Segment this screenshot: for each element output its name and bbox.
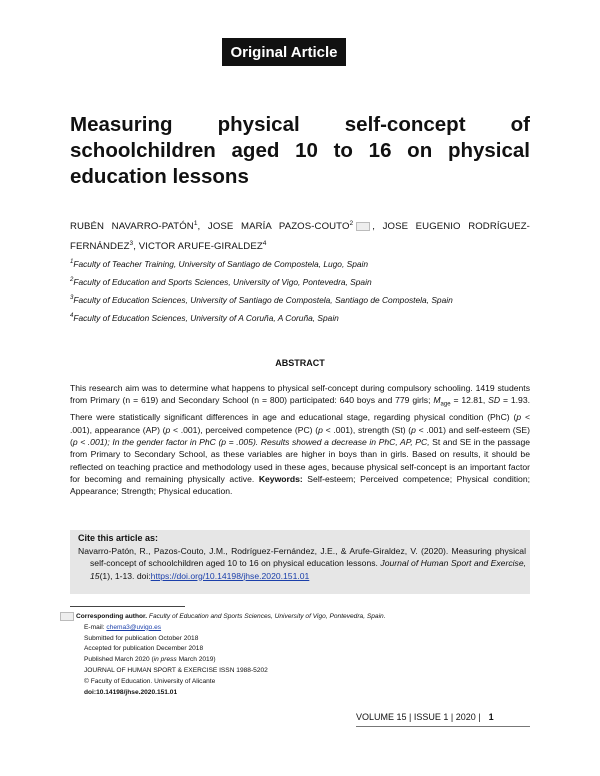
affiliation-item: [70, 272, 540, 290]
author-3: , JOSE EUGENIO RODRÍGUEZ-FERNÁNDEZ: [70, 221, 530, 253]
correspondence-block: [76, 612, 530, 698]
page-number: 1: [488, 712, 494, 722]
affiliation-item: [70, 290, 540, 308]
abstract-text: p: [411, 424, 416, 435]
author-1: RUBÉN NAVARRO-PATÓN: [70, 221, 194, 233]
doi-link[interactable]: https://doi.org/10.14198/jhse.2020.151.01: [150, 570, 310, 581]
page-footer: [356, 712, 494, 722]
envelope-icon[interactable]: [356, 222, 370, 231]
journal-issn-line: JOURNAL OF HUMAN SPORT & EXERCISE ISSN 1988-5202: [84, 666, 268, 674]
affiliation-list: [70, 254, 540, 326]
abstract-text: St and SE in the passage from Primary to Secondary School, as these variables are higher in boys than in girls. Based on results, it should be reflected on teaching practice and methodology used in these ages, because physical self-concept is an important factor for becoming and remaining physically active.: [70, 436, 531, 484]
copyright-line: © Faculty of Education. University of Alicante: [84, 677, 216, 685]
author-2: , JOSE MARÍA PAZOS-COUTO: [197, 221, 350, 233]
citation-box: [70, 530, 530, 594]
keywords-text: Self-esteem; Perceived competence; Physical condition; Appearance; Strength; Physical education.: [70, 473, 530, 497]
abstract-text: age: [440, 402, 451, 409]
citation-body: (1), 1-13. doi:: [99, 570, 151, 581]
abstract-text: p: [318, 424, 323, 435]
doi-line: doi:10.14198/jhse.2020.151.01: [84, 688, 178, 696]
abstract-text: This research aim was to determine what happens to physical self-concept during compulsory schooling. 1419 students from Primary (n = 619) and Secondary School (n = 800) participated: 640 boys and 779 girls;: [70, 383, 530, 406]
affiliation-sup: 4: [70, 313, 74, 320]
affiliation-text: Faculty of Education Sciences, University of A Coruña, A Coruña, Spain: [73, 313, 339, 324]
keywords-label: Keywords:: [258, 473, 303, 484]
citation-text: [78, 545, 526, 582]
affiliation-sup: 2: [70, 277, 74, 284]
abstract-text: < .001), perceived competence (PC) (: [170, 424, 319, 435]
published-text: in press: [153, 656, 177, 664]
affiliation-item: [70, 254, 540, 272]
author-1-sup: 1: [193, 220, 198, 227]
correspondence-label: Corresponding author.: [76, 613, 148, 620]
affiliation-sup: 1: [70, 259, 74, 265]
citation-body: Navarro-Patón, R., Pazos-Couto, J.M., Rodríguez-Fernández, J.E., & Arufe-Giraldez, V. (2020). Measuring physical self-concept of schoolchildren aged 10 to 16 on physical education lessons.: [78, 546, 526, 569]
affiliation-text: Faculty of Education Sciences, University of Santiago de Compostela, Santiago de Compostela, Spain: [73, 294, 453, 305]
submitted-line: Submitted for publication October 2018: [84, 634, 199, 642]
email-label: E-mail:: [84, 623, 107, 631]
author-3-sup: 3: [129, 240, 134, 248]
published-line: [76, 655, 530, 666]
correspondence-affiliation: Faculty of Education and Sports Sciences, University of Vigo, Pontevedra, Spain.: [147, 613, 386, 620]
abstract-text: SD: [488, 395, 501, 406]
affiliation-text: Faculty of Education and Sports Sciences, University of Vigo, Pontevedra, Spain: [73, 276, 372, 287]
affiliation-sup: 3: [70, 295, 74, 302]
envelope-icon: [60, 612, 74, 621]
author-4-sup: 4: [262, 240, 267, 248]
published-text: Published March 2020 (: [84, 656, 154, 664]
abstract-text: p: [165, 424, 171, 435]
footnote-divider: [70, 606, 185, 607]
abstract-text: M: [433, 395, 441, 406]
abstract-text: < .001); In the gender factor in PhC (p = .005). Results showed a decrease in PhC, AP, PC,: [77, 436, 430, 447]
abstract-text: p: [72, 436, 78, 447]
affiliation-item: [70, 308, 540, 326]
abstract-text: = 1.93. There were statistically significant differences in age and educational stage, regarding physical condition (PhC) (: [70, 395, 530, 423]
published-text: March 2019): [176, 656, 216, 664]
abstract-text: = 12.81,: [450, 395, 489, 406]
author-4: , VICTOR ARUFE-GIRALDEZ: [133, 241, 263, 253]
affiliation-text: Faculty of Teacher Training, University of Santiago de Compostela, Lugo, Spain: [73, 258, 369, 269]
abstract-text: < .001) and self-esteem (SE) (: [70, 424, 530, 447]
citation-label: Cite this article as:: [78, 533, 159, 543]
abstract-text: < .001), appearance (AP) (: [70, 412, 530, 435]
footer-rule: [356, 726, 530, 727]
email-line: [76, 623, 530, 634]
correspondence-line: [76, 612, 530, 623]
article-type-badge: Original Article: [222, 38, 346, 66]
author-2-sup: 2: [349, 220, 354, 227]
email-link[interactable]: chema3@uvigo.es: [106, 623, 162, 631]
abstract-text: < .001), strength (St) (: [322, 424, 412, 435]
article-title: Measuring physical self-concept of schoolchildren aged 10 to 16 on physical education lessons: [70, 113, 530, 188]
abstract-text: p: [516, 412, 522, 423]
abstract-body: [70, 382, 530, 497]
author-list: [70, 215, 530, 255]
citation-journal: Journal of Human Sport and Exercise, 15: [90, 558, 526, 581]
volume-issue: VOLUME 15 | ISSUE 1 | 2020 |: [356, 712, 481, 722]
accepted-line: Accepted for publication December 2018: [84, 645, 204, 653]
abstract-heading: ABSTRACT: [275, 358, 325, 368]
